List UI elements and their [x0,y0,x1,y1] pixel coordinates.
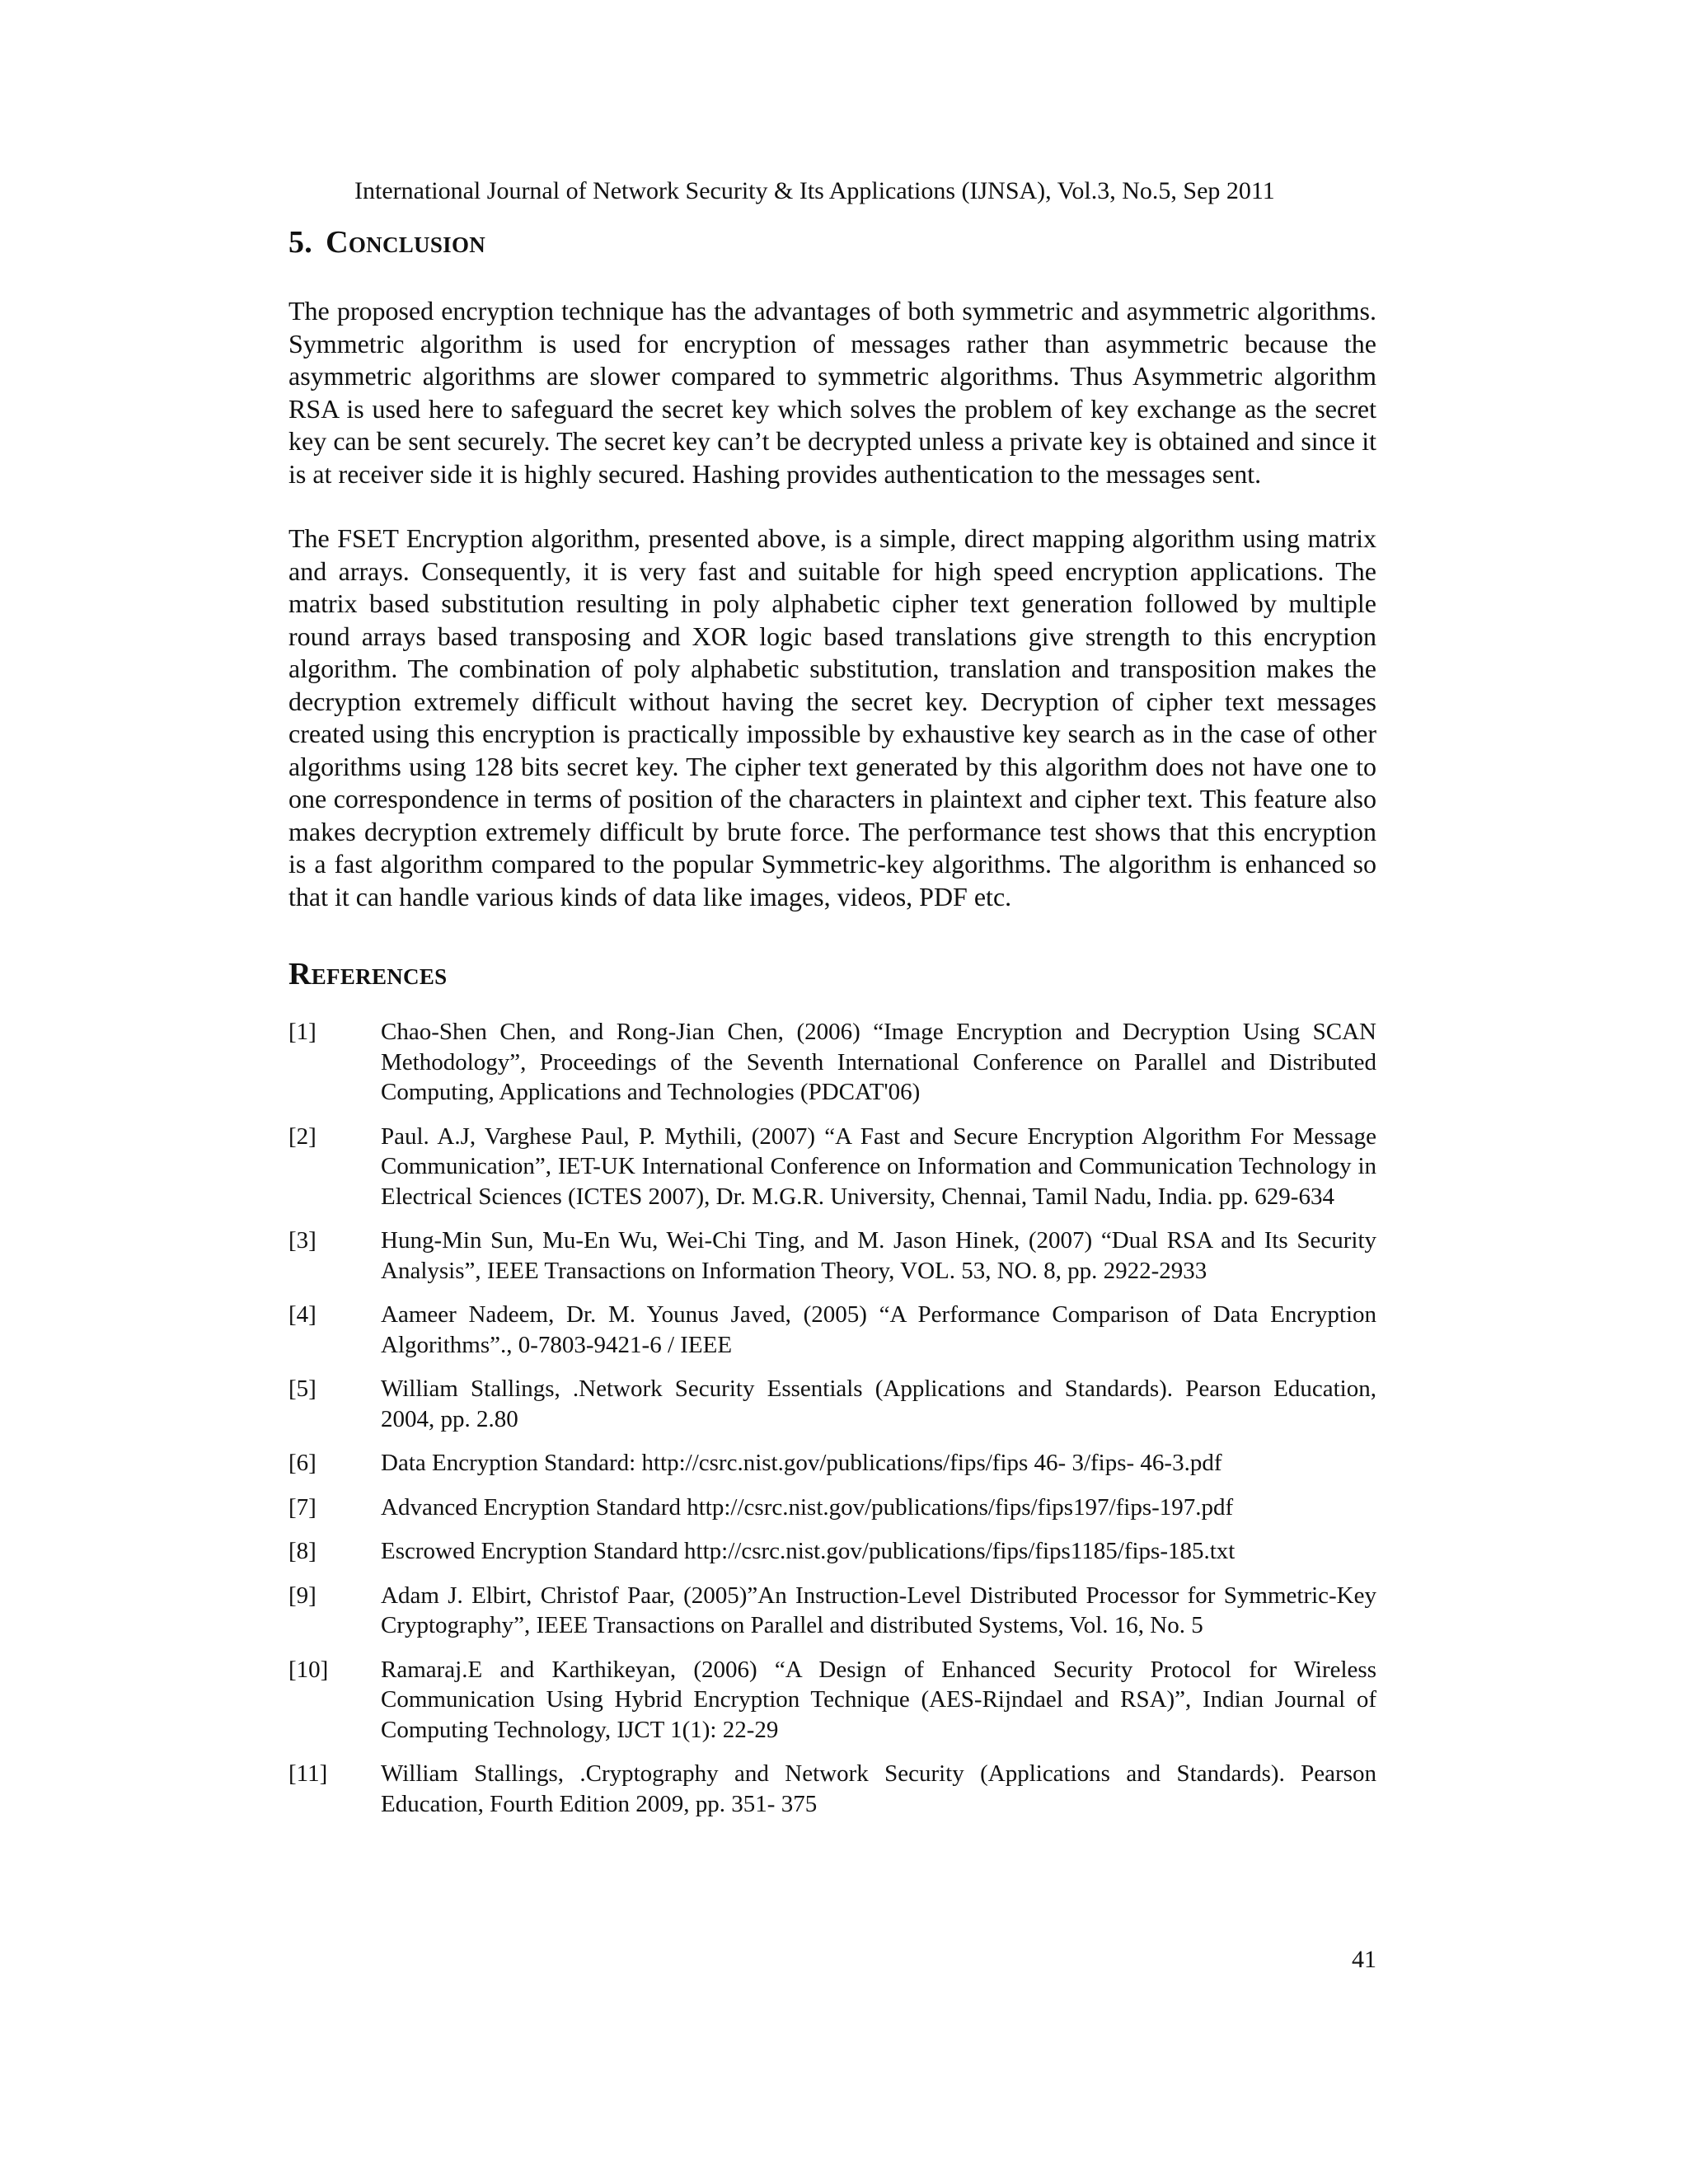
reference-item [288,1536,1376,1567]
reference-text: Chao-Shen Chen, and Rong-Jian Chen, (2006) “Image Encryption and Decryption Using SCAN Methodology”, Proceedings of the Seventh International Conference on Parallel and Distributed Computing, Applications and Technologies (PDCAT'06) [381,1019,1376,1105]
page-number: 41 [1352,1946,1376,1973]
reference-text: Adam J. Elbirt, Christof Paar, (2005)”An Instruction-Level Distributed Processor for Symmetric-Key Cryptography”, IEEE Transactions on Parallel and distributed Systems, Vol. 16, No. 5 [381,1582,1376,1638]
section-number: 5. [288,225,313,260]
reference-item [288,1581,1376,1641]
reference-number: [7] [288,1493,316,1521]
reference-text: Advanced Encryption Standard http://csrc.nist.gov/publications/fips/fips197/fips-197.pdf [381,1493,1234,1521]
reference-number: [9] [288,1582,316,1609]
reference-text: Ramaraj.E and Karthikeyan, (2006) “A Design of Enhanced Security Protocol for Wireless Communication Using Hybrid Encryption Technique (AES-Rijndael and RSA)”, Indian Journal of Computing Technology, IJCT 1(1): 22-29 [381,1656,1376,1743]
reference-text: Paul. A.J, Varghese Paul, P. Mythili, (2007) “A Fast and Secure Encryption Algorithm For Message Communication”, IET-UK International Conference on Information and Communication Technology in Electrical Sciences (ICTES 2007), Dr. M.G.R. University, Chennai, Tamil Nadu, India. pp. 629-634 [381,1122,1376,1210]
reference-item [288,1493,1376,1523]
reference-number: [1] [288,1019,316,1045]
section-title: Conclusion [326,225,486,260]
reference-number: [10] [288,1656,329,1683]
reference-number: [6] [288,1450,316,1476]
reference-text: Escrowed Encryption Standard http://csrc.nist.gov/publications/fips/fips1185/fips-185.txt [381,1538,1236,1564]
reference-item [288,1300,1376,1360]
conclusion-heading [288,221,1376,264]
reference-item [288,1122,1376,1212]
references-heading: References [288,957,448,991]
reference-item [288,1017,1376,1108]
reference-number: [5] [288,1376,316,1402]
reference-item [288,1759,1376,1819]
reference-item [288,1448,1376,1479]
reference-text: Hung-Min Sun, Mu-En Wu, Wei-Chi Ting, and M. Jason Hinek, (2007) “Dual RSA and Its Security Analysis”, IEEE Transactions on Information Theory, VOL. 53, NO. 8, pp. 2922-2933 [381,1227,1376,1284]
reference-item [288,1374,1376,1434]
conclusion-paragraph-1: The proposed encryption technique has the advantages of both symmetric and asymmetric algorithms. Symmetric algorithm is used for encryption of messages rather than asymmetric because the asymmetric algorithms are slower compared to symmetric algorithms. Thus Asymmetric algorithm RSA is used here to safeguard the secret key which solves the problem of key exchange as the secret key can be sent securely. The secret key can’t be decrypted unless a private key is obtained and since it is at receiver side it is highly secured. Hashing provides authentication to the messages sent. [288,296,1376,489]
reference-number: [4] [288,1301,316,1328]
reference-number: [3] [288,1227,316,1254]
reference-number: [2] [288,1122,316,1150]
running-header: International Journal of Network Security & Its Applications (IJNSA), Vol.3, No.5, Sep 2011 [354,177,1275,204]
reference-item [288,1226,1376,1286]
reference-text: William Stallings, .Network Security Essentials (Applications and Standards). Pearson Education, 2004, pp. 2.80 [381,1376,1376,1432]
reference-item [288,1655,1376,1746]
references-list [288,1017,1376,1819]
reference-text: Data Encryption Standard: http://csrc.nist.gov/publications/fips/fips 46- 3/fips- 46-3.pdf [381,1450,1222,1476]
reference-text: Aameer Nadeem, Dr. M. Younus Javed, (2005) “A Performance Comparison of Data Encryption Algorithms”., 0-7803-9421-6 / IEEE [381,1301,1376,1358]
conclusion-paragraph-2: The FSET Encryption algorithm, presented above, is a simple, direct mapping algorithm using matrix and arrays. Consequently, it is very fast and suitable for high speed encryption applications. The matrix based substitution resulting in poly alphabetic cipher text generation followed by multiple round arrays based transposing and XOR logic based translations give strength to this encryption algorithm. The combination of poly alphabetic substitution, translation and transposition makes the decryption extremely difficult without having the secret key. Decryption of cipher text messages created using this encryption is practically impossible by exhaustive key search as in the case of other algorithms using 128 bits secret key. The cipher text generated by this algorithm does not have one to one correspondence in terms of position of the characters in plaintext and cipher text. This feature also makes decryption extremely difficult by brute force. The performance test shows that this encryption is a fast algorithm compared to the popular Symmetric-key algorithms. The algorithm is enhanced so that it can handle various kinds of data like images, videos, PDF etc. [288,523,1376,912]
reference-number: [8] [288,1538,316,1564]
reference-text: William Stallings, .Cryptography and Network Security (Applications and Standards). Pearson Education, Fourth Edition 2009, pp. 351- 375 [381,1760,1376,1817]
reference-number: [11] [288,1760,328,1787]
page-content [288,221,1376,1833]
